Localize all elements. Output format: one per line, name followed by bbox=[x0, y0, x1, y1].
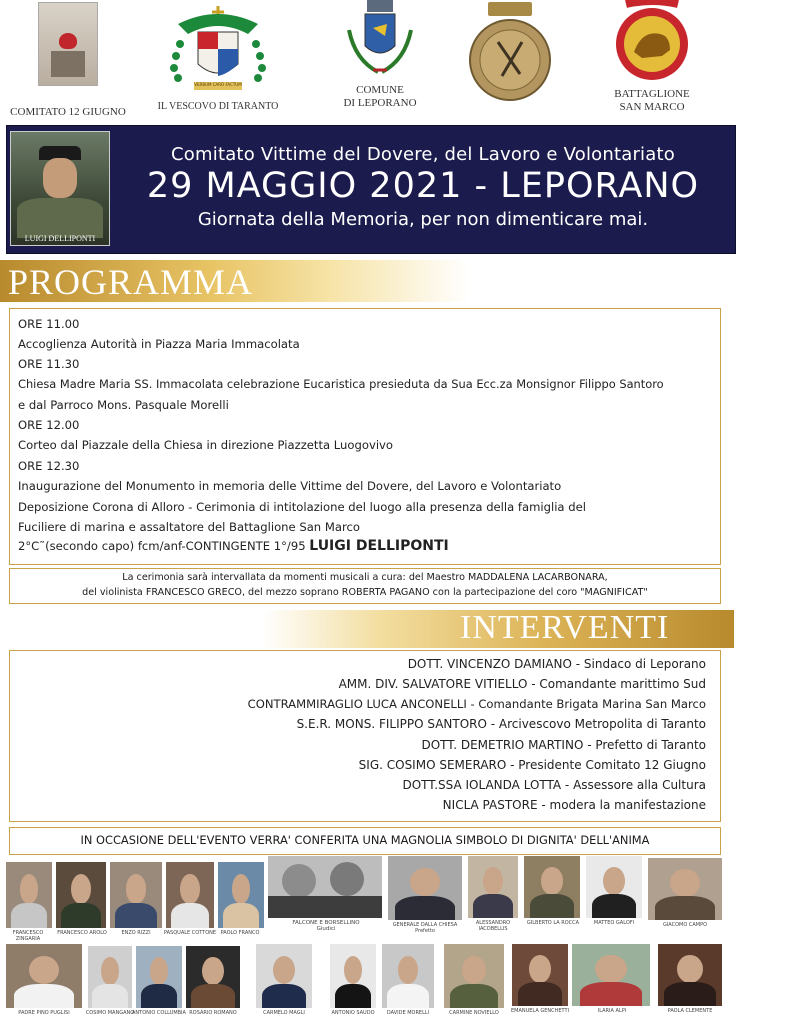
program-line: Chiesa Madre Maria SS. Immacolata celebrazione Eucaristica presieduta da Sua Ecc.za Monsignor Filippo Santoro bbox=[18, 377, 664, 391]
program-line: Corteo dal Piazzale della Chiesa in direzione Piazzetta Luogovivo bbox=[18, 438, 393, 452]
program-line: Inaugurazione del Monumento in memoria delle Vittime del Dovere, del Lavoro e Volontariato bbox=[18, 479, 562, 493]
logo-comitato bbox=[32, 2, 102, 102]
portrait-caption: FRANCESCO AROLO bbox=[57, 930, 107, 936]
interventi-title: INTERVENTI bbox=[460, 609, 670, 646]
portrait-caption: GILBERTO LA ROCCA bbox=[526, 920, 580, 926]
portrait-caption: ROSARIO ROMANO bbox=[189, 1010, 237, 1016]
portrait-photo bbox=[166, 862, 214, 928]
portrait-photo bbox=[6, 944, 82, 1008]
soldier-portrait bbox=[10, 131, 110, 246]
speaker-line: SIG. COSIMO SEMERARO - Presidente Comitato 12 Giugno bbox=[358, 758, 706, 772]
program-line: ORE 11.00 bbox=[18, 317, 80, 331]
program-line: Deposizione Corona di Alloro - Cerimonia di intitolazione del luogo alla presenza della famiglia del bbox=[18, 500, 586, 514]
portrait-photo bbox=[648, 858, 722, 920]
contingente-text: 2°C˜(secondo capo) fcm/anf-CONTINGENTE 1°/95 bbox=[18, 539, 310, 553]
portrait-caption: ENZO RIZZI bbox=[121, 930, 151, 936]
portrait-caption: ALESSANDRO IACOBELLIS bbox=[475, 920, 511, 932]
honoree-name: LUIGI DELLIPONTI bbox=[309, 538, 449, 554]
portrait-photo bbox=[586, 856, 642, 918]
interventi-box bbox=[9, 650, 721, 822]
logo-caption-comitato: COMITATO 12 GIUGNO bbox=[10, 106, 126, 118]
portrait-caption: ANTONIO COLLUMBIA bbox=[132, 1010, 186, 1016]
portrait-caption: PAOLO FRANCO bbox=[220, 930, 260, 936]
portrait-photo bbox=[468, 856, 518, 918]
portrait-photo bbox=[330, 944, 376, 1008]
bishop-motto: VERBUM CARO FACTUM bbox=[194, 82, 242, 87]
banner-subtitle: Giornata della Memoria, per non dimenticare mai. bbox=[197, 209, 649, 230]
portrait-caption: MATTEO GALOFI bbox=[593, 920, 635, 926]
portrait-photo bbox=[512, 944, 568, 1006]
speaker-line: DOTT. VINCENZO DAMIANO - Sindaco di Leporano bbox=[407, 657, 706, 671]
logo-caption-comune: COMUNE DI LEPORANO bbox=[343, 84, 417, 109]
banner-date-place: 29 MAGGIO 2021 - LEPORANO bbox=[146, 166, 700, 206]
portrait-caption: GENERALE DALLA CHIESA Prefetto bbox=[392, 922, 458, 934]
portrait-caption: DAVIDE MORELLI bbox=[386, 1010, 430, 1016]
logo-caption-vescovo: IL VESCOVO DI TARANTO bbox=[157, 101, 279, 112]
portrait-caption: PADRE PINO PUGLISI bbox=[18, 1010, 70, 1016]
speaker-line: DOTT. DEMETRIO MARTINO - Prefetto di Taranto bbox=[421, 738, 706, 752]
portrait-photo bbox=[218, 862, 264, 928]
program-line: Accoglienza Autorità in Piazza Maria Immacolata bbox=[18, 337, 300, 351]
portrait-photo bbox=[56, 862, 106, 928]
portrait-photo bbox=[186, 946, 240, 1008]
program-line: Fuciliere di marina e assaltatore del Battaglione San Marco bbox=[18, 520, 360, 534]
portrait-photo bbox=[572, 944, 650, 1006]
program-line: ORE 12.30 bbox=[18, 459, 80, 473]
portrait-photo bbox=[268, 856, 382, 918]
portrait-photo bbox=[136, 946, 182, 1008]
portrait-photo bbox=[444, 944, 504, 1008]
portrait-photo bbox=[110, 862, 162, 928]
logo-caption-san-marco: BATTAGLIONE SAN MARCO bbox=[614, 88, 690, 113]
portrait-caption: CARMELO MAGLI bbox=[263, 1010, 305, 1016]
program-line: ORE 12.00 bbox=[18, 418, 80, 432]
music-line-1: La cerimonia sarà intervallata da momenti musicali a cura: del Maestro MADDALENA LACARBONARA, bbox=[122, 572, 608, 583]
speaker-line: CONTRAMMIRAGLIO LUCA ANCONELLI - Comandante Brigata Marina San Marco bbox=[247, 697, 706, 711]
speaker-line: S.E.R. MONS. FILIPPO SANTORO - Arcivescovo Metropolita di Taranto bbox=[296, 717, 706, 731]
portrait-photo bbox=[6, 862, 52, 928]
bronze-medal-icon bbox=[468, 2, 552, 104]
memorial-statue-icon bbox=[38, 2, 98, 86]
program-line-contingente bbox=[18, 538, 449, 554]
portrait-photo bbox=[658, 944, 722, 1006]
banner-committee: Comitato Vittime del Dovere, del Lavoro e Volontariato bbox=[171, 144, 675, 165]
portrait-caption: ANTONIO SAUDO bbox=[331, 1010, 375, 1016]
portrait-caption: LUIGI DELLIPONTI bbox=[24, 234, 96, 243]
portrait-caption: FRANCESCO ZINGARIA bbox=[12, 930, 44, 942]
magnolia-text: IN OCCASIONE DELL'EVENTO VERRA' CONFERITA UNA MAGNOLIA SIMBOLO DI DIGNITA' DELL'ANIMA bbox=[80, 833, 650, 847]
portrait-caption: PAOLA CLEMENTE bbox=[667, 1008, 713, 1014]
portrait-caption: GIACOMO CAMPO bbox=[662, 922, 708, 928]
portrait-photo bbox=[256, 944, 312, 1008]
program-line: ORE 11.30 bbox=[18, 357, 80, 371]
portrait-caption: EMANUELA GENCHETTI bbox=[510, 1008, 570, 1014]
speaker-line: NICLA PASTORE - modera la manifestazione bbox=[442, 798, 706, 812]
portrait-photo bbox=[388, 856, 462, 920]
program-line: e dal Parroco Mons. Pasquale Morelli bbox=[18, 398, 229, 412]
municipal-crest-icon bbox=[345, 0, 415, 82]
portrait-caption: ILARIA ALPI bbox=[597, 1008, 627, 1014]
music-line-2: del violinista FRANCESCO GRECO, del mezzo soprano ROBERTA PAGANO con la partecipazione del coro "MAGNIFICAT" bbox=[82, 587, 648, 598]
lion-of-san-marco-icon bbox=[612, 0, 692, 84]
portrait-photo bbox=[88, 946, 132, 1008]
portrait-caption: PASQUALE COTTONE bbox=[163, 930, 217, 936]
portrait-caption: FALCONE E BORSELLINO Giudici bbox=[292, 920, 360, 932]
programma-title: PROGRAMMA bbox=[8, 262, 254, 302]
portrait-photo bbox=[524, 856, 580, 918]
speaker-line: DOTT.SSA IOLANDA LOTTA - Assessore alla Cultura bbox=[402, 778, 706, 792]
portrait-caption: COSIMO MANGANO bbox=[85, 1010, 135, 1016]
speaker-line: AMM. DIV. SALVATORE VITIELLO - Comandante marittimo Sud bbox=[338, 677, 706, 691]
portrait-photo bbox=[382, 944, 434, 1008]
portrait-caption: CARMINE NOVIELLO bbox=[449, 1010, 499, 1016]
